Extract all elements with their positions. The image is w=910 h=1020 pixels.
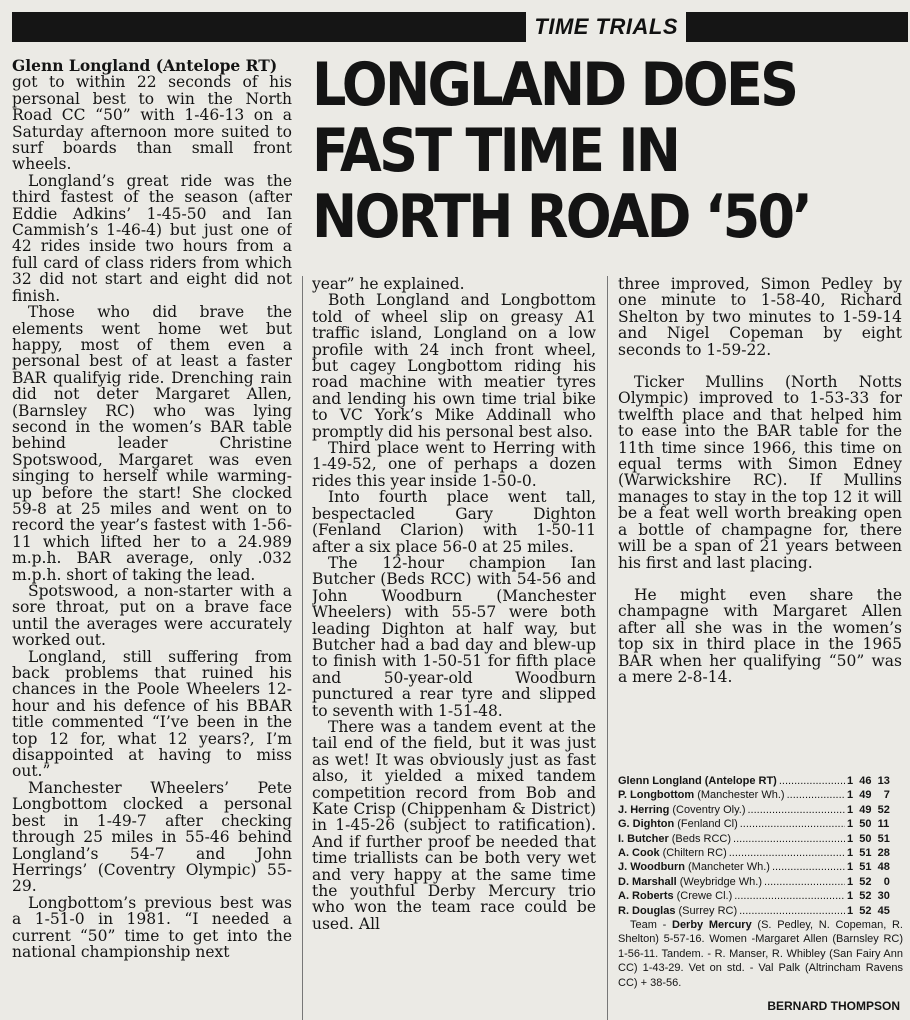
leader-dots [740, 817, 845, 831]
result-row [618, 860, 903, 874]
rider-club: (Beds RCC) [671, 832, 732, 845]
paragraph: Spotswood, a non-starter with a sore throat, put on a brave face until the averages were accurately worked out. [12, 582, 292, 650]
result-row [618, 832, 903, 846]
rider-name: J. Woodburn [618, 861, 686, 874]
rider-time: 1 49 52 [847, 803, 890, 816]
rider-name: G. Dighton [618, 818, 675, 831]
rider-club: (Surrey RC) [678, 904, 738, 917]
article-column-3 [618, 276, 902, 726]
rider-name: J. Herring [618, 803, 670, 816]
column-divider [302, 276, 303, 1020]
rider-club: (Coventry Oly.) [672, 803, 746, 816]
leader-dots [734, 889, 845, 903]
leader-dots [787, 788, 845, 802]
result-row [618, 875, 903, 889]
headline-line-2: FAST TIME IN [312, 116, 679, 186]
paragraph: He might even share the champagne with Margaret Allen after all she was in the women’s top six in third place in the 1965 BAR when her qualifying “50” was a mere 2-8-14. [618, 585, 902, 686]
byline: Glenn Longland (Antelope RT) [12, 58, 278, 75]
leader-dots [764, 875, 845, 889]
rider-time: 1 52 0 [847, 875, 890, 888]
rider-name: A. Cook [618, 847, 660, 860]
paragraph: Into fourth place went tall, bespectacled Gary Dighton (Fenland Clarion) with 1-50-11 after a six place 56-0 at 25 miles. [312, 488, 596, 556]
paragraph: year” he explained. [312, 276, 465, 293]
rider-time: 1 50 11 [847, 818, 890, 831]
result-row [618, 846, 903, 860]
rider-time: 1 49 7 [847, 789, 890, 802]
paragraph: Third place went to Herring with 1-49-52, one of perhaps a dozen rides this year inside 1-50-0. [312, 439, 596, 490]
paragraph: The 12-hour champion Ian Butcher (Beds RCC) with 54-56 and John Woodburn (Manchester Wheelers) with 55-57 were both leading Dighton at half way, but Butcher had a bad day and blew-up to finish with 1-50-51 for fifth place and 50-year-old Woodburn punctured a rear tyre and slipped to seventh with 1-51-48. [312, 553, 596, 720]
result-row [618, 803, 903, 817]
result-row [618, 788, 903, 802]
rider-club: (Antelope RT) [704, 775, 777, 787]
result-row [618, 774, 903, 788]
rider-club: (Fenland Cl) [677, 818, 738, 831]
paragraph: got to within 22 seconds of his personal best to win the North Road CC “50” with 1-46-13 on a Saturday afternoon more suited to surf boards than small front wheels. [12, 73, 292, 174]
paragraph: three improved, Simon Pedley by one minute to 1-58-40, Richard Shelton by two minutes to 1-59-14 and Nigel Copeman by eight seconds to 1-59-22. [618, 276, 902, 359]
paragraph: Ticker Mullins (North Notts Olympic) improved to 1-53-33 for twelfth place and that helped him to ease into the BAR table for the 11th time since 1966, this time on equal terms with Simon Edney (Warwickshire RC). If Mullins manages to stay in the top 12 it will be a feat well worth breaking open a bottle of champagne for, there will be a span of 21 years between his first and last placing. [618, 373, 902, 572]
rider-club: (Crewe Cl.) [676, 890, 733, 903]
column-divider [607, 276, 608, 1020]
rider-club: (Weybridge Wh.) [679, 875, 763, 888]
results-notes [618, 918, 903, 990]
rider-time: 1 51 48 [847, 861, 890, 874]
rider-time: 1 51 28 [847, 847, 890, 860]
rider-name: A. Roberts [618, 890, 674, 903]
rider-time: 1 52 45 [847, 904, 890, 917]
rider-name: R. Douglas [618, 904, 676, 917]
paragraph: Both Longland and Longbottom told of wheel slip on greasy A1 traffic island, Longland on a low profile with 24 inch front wheel, but cagey Longbottom riding his road machine with meatier tyres and lending his own time trial bike to VC York’s Mike Addinall who promptly did his personal best also. [312, 291, 596, 441]
article-column-2 [312, 276, 596, 1020]
paragraph: Manchester Wheelers’ Pete Longbottom clocked a personal best in 1-49-7 after checking through 25 miles in 55-46 behind Longland’s 54-7 and John Herrings’ (Coventry Olympic) 55-29. [12, 778, 292, 896]
headline-line-3: NORTH ROAD ‘50’ [312, 182, 811, 252]
rider-club: (Mancheter Wh.) [688, 861, 770, 874]
results-notes-text: (S. Pedley, N. Copeman, R. Shelton) 5-57-16. Women -Margaret Allen (Barnsley RC) 1-56-11. Tandem. - R. Manser, R. Whibley (San Fairy Ann CC) 1-43-29. Vet on std. - Val Palk (Altrincham Ravens CC) + 38-56. [618, 919, 903, 989]
result-row [618, 904, 903, 918]
paragraph: Those who did brave the elements went home wet but happy, most of them even a personal best of at least a faster BAR qualifyig ride. Drenching rain did not deter Margaret Allen, (Barnsley RC) who was lying second in the women’s BAR table behind leader Christine Spotswood, Margaret was even singing to herself while warming-up before the start! She clocked 59-8 at 25 miles and went on to record the year’s fastest with 1-56-11 which lifted her to a 24.989 m.p.h. BAR average, only .032 m.p.h. short of taking the lead. [12, 303, 292, 584]
section-label: TIME TRIALS [526, 12, 686, 42]
paragraph: There was a tandem event at the tail end of the field, but it was just as wet! It was obviously just as fast also, it yielded a mixed tandem competition record from Bob and Kate Crisp (Chippenham & District) in 1-45-26 (subject to ratification). And if further proof be needed that time triallists can be both very wet and very happy at the same time the youthful Derby Mercury trio who won the team race could be used. All [312, 717, 596, 933]
rider-name: D. Marshall [618, 875, 677, 888]
section-bar [12, 12, 908, 42]
paragraph: Longland, still suffering from back problems that ruined his chances in the Poole Wheelers 12-hour and his defence of his BBAR title commented “I’ve been in the top 12 for, what 12 years?, I’m disappointed at having to miss out.” [12, 647, 292, 781]
rider-name: P. Longbottom [618, 789, 695, 802]
result-row [618, 817, 903, 831]
leader-dots [729, 846, 845, 860]
headline [312, 52, 848, 250]
leader-dots [772, 860, 845, 874]
leader-dots [733, 832, 845, 846]
paragraph: Longbottom’s previous best was a 1-51-0 in 1981. “I needed a current “50” time to get into the national championship next [12, 893, 292, 961]
rider-club: (Manchester Wh.) [697, 789, 785, 802]
author-credit: BERNARD THOMPSON [767, 999, 900, 1013]
headline-line-1: LONGLAND DOES [312, 50, 797, 120]
results-rows [618, 774, 903, 918]
rider-club: (Chiltern RC) [662, 847, 727, 860]
paragraph: Longland’s great ride was the third fastest of the season (after Eddie Adkins’ 1-45-50 and Ian Cammish’s 1-46-4) but just one of 42 rides inside two hours from a full card of class riders from which 32 did not start and eight did not finish. [12, 171, 292, 305]
team-name: Derby Mercury [672, 919, 752, 932]
result-row [618, 889, 903, 903]
rider-name: I. Butcher [618, 832, 669, 845]
team-label: Team - [630, 919, 672, 932]
results-table [618, 774, 903, 990]
article-column-1 [12, 58, 292, 1020]
rider-time: 1 52 30 [847, 890, 890, 903]
rider-time: 1 46 13 [847, 775, 890, 787]
leader-dots [739, 904, 845, 918]
rider-name: Glenn Longland [618, 775, 702, 787]
leader-dots [779, 774, 845, 788]
rider-time: 1 50 51 [847, 832, 890, 845]
leader-dots [748, 803, 846, 817]
